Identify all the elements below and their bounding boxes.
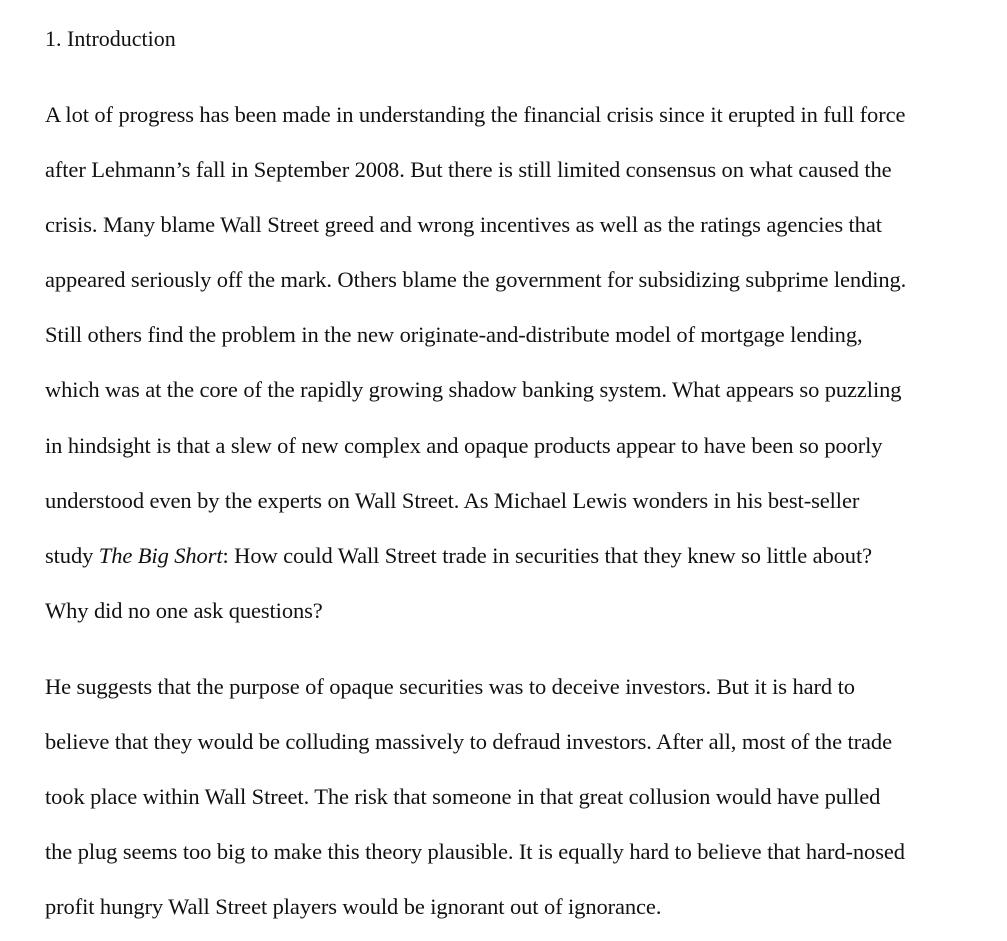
paragraph-line: He suggests that the purpose of opaque securities was to deceive investors. But it is hard to bbox=[45, 674, 855, 699]
paragraph-line: the plug seems too big to make this theory plausible. It is equally hard to believe that hard-nosed bbox=[45, 839, 905, 864]
paragraph-line: took place within Wall Street. The risk that someone in that great collusion would have pulled bbox=[45, 784, 881, 809]
paragraph-line: profit hungry Wall Street players would be ignorant out of ignorance. bbox=[45, 894, 662, 919]
paragraph-line: A lot of progress has been made in understanding the financial crisis since it erupted in full force bbox=[45, 102, 906, 127]
section-heading: 1. Introduction bbox=[45, 26, 176, 51]
paragraph-line: Still others find the problem in the new originate-and-distribute model of mortgage lending, bbox=[45, 322, 863, 347]
paragraph-line: which was at the core of the rapidly growing shadow banking system. What appears so puzzling bbox=[45, 377, 902, 402]
paragraph-line bbox=[45, 543, 872, 569]
paragraph-line: Why did no one ask questions? bbox=[45, 598, 323, 623]
paragraph-line: crisis. Many blame Wall Street greed and wrong incentives as well as the ratings agencies that bbox=[45, 212, 882, 237]
paragraph-line: after Lehmann’s fall in September 2008. But there is still limited consensus on what caused the bbox=[45, 157, 892, 182]
line-text: : How could Wall Street trade in securities that they knew so little about? bbox=[222, 543, 872, 568]
paragraph-line: understood even by the experts on Wall Street. As Michael Lewis wonders in his best-seller bbox=[45, 488, 860, 513]
line-text: study bbox=[45, 543, 99, 568]
book-title: The Big Short bbox=[98, 543, 223, 568]
paragraph-line: in hindsight is that a slew of new complex and opaque products appear to have been so poorly bbox=[45, 433, 883, 458]
paragraph-line: appeared seriously off the mark. Others blame the government for subsidizing subprime lending. bbox=[45, 267, 907, 292]
paragraph-line: believe that they would be colluding massively to defraud investors. After all, most of the trade bbox=[45, 729, 892, 754]
